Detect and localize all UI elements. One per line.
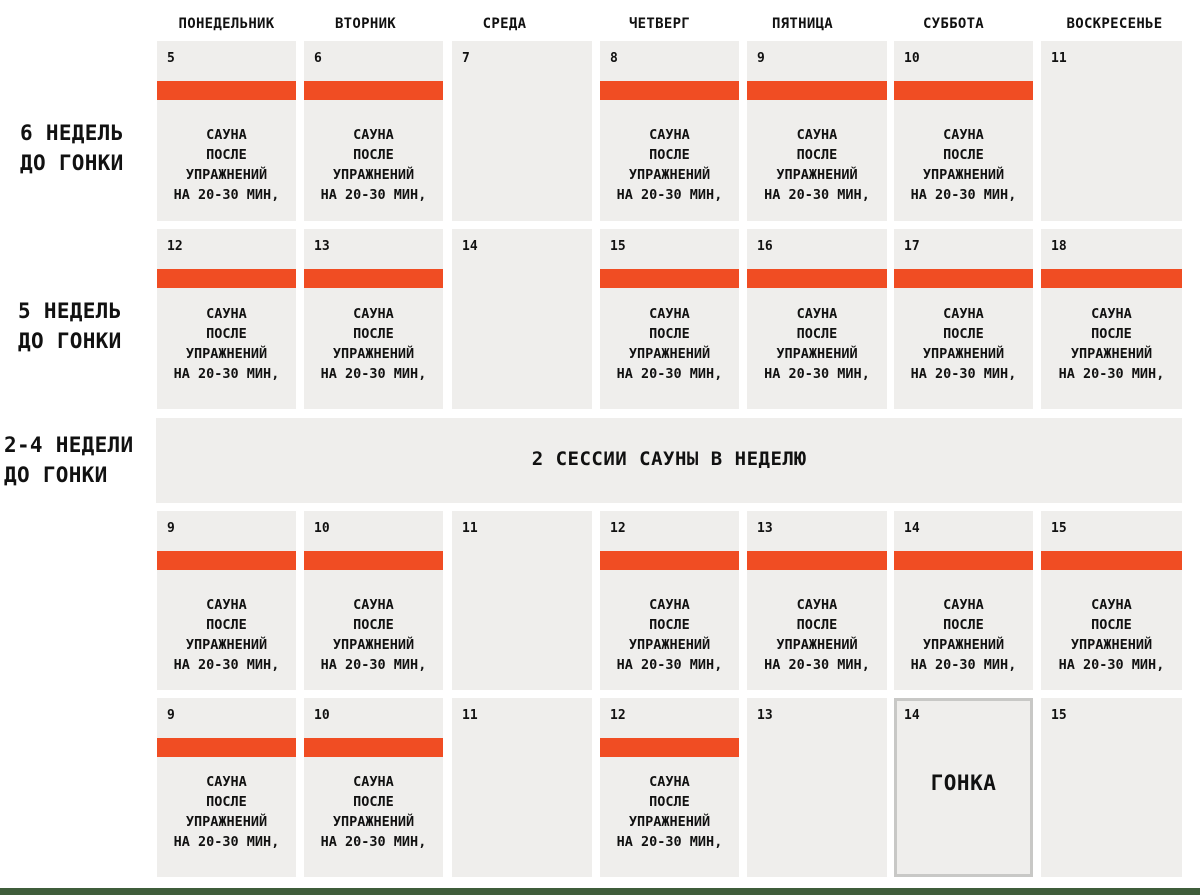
day-number: 10 [904, 51, 920, 66]
sauna-note-line: САУНА [649, 774, 690, 790]
sauna-note-line: САУНА [649, 127, 690, 143]
sauna-note-line: САУНА [353, 306, 394, 322]
day-cell [157, 41, 296, 221]
day-number: 8 [610, 51, 618, 66]
day-cell [452, 41, 592, 221]
day-header-monday: ПОНЕДЕЛЬНИК [178, 16, 275, 32]
sauna-note-line: ПОСЛЕ [943, 147, 984, 163]
sauna-day-bar [600, 551, 739, 570]
sauna-note-line: ПОСЛЕ [206, 794, 247, 810]
day-number: 9 [167, 708, 175, 723]
sauna-note [304, 595, 443, 675]
sauna-note-line: САУНА [649, 306, 690, 322]
day-cell [1041, 698, 1182, 877]
day-cell [1041, 41, 1182, 221]
day-cell [894, 229, 1033, 409]
day-cell [157, 229, 296, 409]
day-number: 10 [314, 521, 330, 536]
sauna-day-bar [157, 738, 296, 757]
sauna-note-line: НА 20-30 МИН, [173, 834, 280, 850]
sauna-note-line: ПОСЛЕ [796, 147, 838, 163]
day-number: 17 [904, 239, 920, 254]
sauna-note-line: ПОСЛЕ [353, 794, 394, 810]
sauna-note-line: УПРАЖНЕНИЙ [185, 346, 268, 362]
sauna-note-line: САУНА [353, 774, 394, 790]
sauna-day-bar [894, 81, 1033, 100]
sauna-note [304, 125, 443, 205]
week-label-2-4-weeks [4, 430, 160, 490]
sauna-note-line: САУНА [206, 774, 247, 790]
sauna-note-line: УПРАЖНЕНИЙ [922, 637, 1005, 653]
day-number: 15 [610, 239, 626, 254]
day-cell [600, 511, 739, 690]
day-number: 7 [462, 51, 470, 66]
sauna-note-line: НА 20-30 МИН, [616, 657, 723, 673]
sauna-note-line: НА 20-30 МИН, [320, 834, 427, 850]
sauna-note-line: УПРАЖНЕНИЙ [185, 637, 268, 653]
day-number: 12 [167, 239, 183, 254]
day-cell [600, 41, 739, 221]
sauna-note-line: УПРАЖНЕНИЙ [776, 637, 858, 653]
sauna-day-bar [894, 269, 1033, 288]
sauna-note [600, 772, 739, 852]
day-cell [1041, 229, 1182, 409]
sauna-note-line: УПРАЖНЕНИЙ [332, 637, 415, 653]
day-cell [304, 229, 443, 409]
day-number: 15 [1051, 708, 1067, 723]
sauna-note [747, 125, 887, 205]
sauna-note [304, 772, 443, 852]
sauna-note-line: НА 20-30 МИН, [910, 187, 1017, 203]
day-number: 13 [314, 239, 330, 254]
day-number: 11 [462, 521, 478, 536]
sauna-note-line: САУНА [649, 597, 690, 613]
day-cell [452, 229, 592, 409]
sauna-note-line: НА 20-30 МИН, [320, 657, 427, 673]
sauna-note-line: САУНА [943, 127, 984, 143]
sauna-day-bar [304, 551, 443, 570]
day-number: 12 [610, 521, 626, 536]
sauna-note-line: ПОСЛЕ [796, 326, 838, 342]
sauna-note-line: ПОСЛЕ [649, 794, 690, 810]
day-cell [157, 511, 296, 690]
race-day-cell [894, 698, 1033, 877]
sauna-note-line: ПОСЛЕ [943, 326, 984, 342]
sauna-note-line: УПРАЖНЕНИЙ [185, 167, 268, 183]
sauna-note-line: НА 20-30 МИН, [1058, 366, 1165, 382]
week-label-line: ДО ГОНКИ [4, 463, 108, 487]
day-number: 15 [1051, 521, 1067, 536]
week-label-line: ДО ГОНКИ [18, 329, 122, 353]
day-number: 18 [1051, 239, 1067, 254]
sauna-note-line: УПРАЖНЕНИЙ [185, 814, 268, 830]
sauna-note-line: НА 20-30 МИН, [764, 187, 870, 203]
day-number: 14 [904, 521, 920, 536]
sauna-note [600, 595, 739, 675]
sauna-note-line: САУНА [796, 306, 838, 322]
sauna-day-bar [747, 551, 887, 570]
day-cell [747, 511, 887, 690]
sauna-day-bar [157, 551, 296, 570]
sauna-note-line: САУНА [943, 306, 984, 322]
sauna-note-line: НА 20-30 МИН, [764, 657, 870, 673]
week-label-line: 2-4 НЕДЕЛИ [4, 433, 134, 457]
day-header-sunday: ВОСКРЕСЕНЬЕ [1066, 16, 1163, 32]
sauna-day-bar [600, 269, 739, 288]
sauna-note-line: УПРАЖНЕНИЙ [628, 167, 711, 183]
sauna-note-line: НА 20-30 МИН, [616, 187, 723, 203]
day-cell [894, 511, 1033, 690]
day-number: 12 [610, 708, 626, 723]
sauna-note-line: ПОСЛЕ [353, 617, 394, 633]
sauna-day-bar [304, 81, 443, 100]
bottom-strip [0, 888, 1200, 895]
sauna-day-bar [304, 269, 443, 288]
sauna-note-line: УПРАЖНЕНИЙ [332, 346, 415, 362]
sauna-note [600, 304, 739, 384]
day-cell [747, 41, 887, 221]
sauna-day-bar [600, 81, 739, 100]
sauna-note [747, 304, 887, 384]
sauna-note-line: НА 20-30 МИН, [616, 834, 723, 850]
day-cell [894, 41, 1033, 221]
sauna-note-line: ПОСЛЕ [353, 147, 394, 163]
sauna-note [600, 125, 739, 205]
sauna-note-line: НА 20-30 МИН, [1058, 657, 1165, 673]
sauna-note-line: УПРАЖНЕНИЙ [922, 167, 1005, 183]
day-number: 16 [757, 239, 773, 254]
sauna-note-line: ПОСЛЕ [649, 147, 690, 163]
sauna-note-line: САУНА [206, 127, 247, 143]
sauna-note-line: НА 20-30 МИН, [173, 657, 280, 673]
sauna-note-line: ПОСЛЕ [206, 326, 247, 342]
sauna-note [304, 304, 443, 384]
sauna-note-line: ПОСЛЕ [206, 617, 247, 633]
day-number: 9 [757, 51, 765, 66]
day-cell [600, 698, 739, 877]
sauna-note-line: САУНА [1091, 306, 1132, 322]
sauna-note-line: ПОСЛЕ [1091, 617, 1132, 633]
sauna-note [1041, 304, 1182, 384]
sauna-day-bar [1041, 551, 1182, 570]
day-cell [452, 698, 592, 877]
sauna-note [894, 125, 1033, 205]
sauna-day-bar [600, 738, 739, 757]
sauna-note-line: ПОСЛЕ [353, 326, 394, 342]
day-header-saturday: СУББОТА [922, 16, 985, 32]
sauna-note-line: НА 20-30 МИН, [320, 187, 427, 203]
sauna-note-line: ПОСЛЕ [649, 617, 690, 633]
day-cell [157, 698, 296, 877]
day-number: 6 [314, 51, 322, 66]
day-header-tuesday: ВТОРНИК [334, 16, 397, 32]
sauna-note-line: ПОСЛЕ [796, 617, 838, 633]
day-number: 9 [167, 521, 175, 536]
sauna-note-line: ПОСЛЕ [649, 326, 690, 342]
sauna-note-line: САУНА [206, 306, 247, 322]
day-cell [747, 698, 887, 877]
sauna-note-line: УПРАЖНЕНИЙ [922, 346, 1005, 362]
race-label: ГОНКА [930, 771, 997, 795]
day-cell [747, 229, 887, 409]
sauna-note [157, 304, 296, 384]
sauna-note-line: НА 20-30 МИН, [910, 366, 1017, 382]
sauna-day-bar [894, 551, 1033, 570]
sauna-note-line: НА 20-30 МИН, [320, 366, 427, 382]
sauna-note-line: ПОСЛЕ [943, 617, 984, 633]
sauna-note-line: САУНА [796, 127, 838, 143]
sauna-note-line: ПОСЛЕ [1091, 326, 1132, 342]
day-number: 13 [757, 521, 773, 536]
day-header-friday: ПЯТНИЦА [771, 16, 834, 32]
sauna-note-line: УПРАЖНЕНИЙ [628, 346, 711, 362]
day-number: 14 [462, 239, 478, 254]
sauna-note-line: САУНА [353, 597, 394, 613]
sauna-note-line: УПРАЖНЕНИЙ [628, 637, 711, 653]
sauna-note [157, 595, 296, 675]
day-number: 14 [904, 708, 920, 723]
sauna-day-bar [304, 738, 443, 757]
sauna-day-bar [157, 269, 296, 288]
day-cell [304, 511, 443, 690]
sauna-note-line: НА 20-30 МИН, [764, 366, 870, 382]
sauna-day-bar [747, 269, 887, 288]
week-label-line: 5 НЕДЕЛЬ [18, 299, 122, 323]
day-number: 11 [1051, 51, 1067, 66]
sauna-note-line: УПРАЖНЕНИЙ [776, 346, 858, 362]
week-label-6-weeks [20, 118, 176, 178]
sauna-note-line: НА 20-30 МИН, [910, 657, 1017, 673]
week-label-line: ДО ГОНКИ [20, 151, 124, 175]
sauna-note-line: САУНА [353, 127, 394, 143]
day-number: 10 [314, 708, 330, 723]
day-header-wednesday: СРЕДА [482, 16, 527, 32]
sauna-note [894, 304, 1033, 384]
day-cell [304, 698, 443, 877]
sauna-note-line: САУНА [943, 597, 984, 613]
sauna-note [1041, 595, 1182, 675]
day-number: 5 [167, 51, 175, 66]
sauna-note-line: САУНА [796, 597, 838, 613]
week-label-line: 6 НЕДЕЛЬ [20, 121, 124, 145]
day-cell [452, 511, 592, 690]
week-label-5-weeks [18, 296, 174, 356]
sauna-day-bar [157, 81, 296, 100]
day-cell [1041, 511, 1182, 690]
sauna-note [157, 772, 296, 852]
sauna-note [894, 595, 1033, 675]
sauna-note-line: УПРАЖНЕНИЙ [1070, 346, 1153, 362]
sauna-note-line: УПРАЖНЕНИЙ [776, 167, 858, 183]
sauna-note [747, 595, 887, 675]
sauna-note-line: УПРАЖНЕНИЙ [1070, 637, 1153, 653]
sauna-note-line: УПРАЖНЕНИЙ [332, 167, 415, 183]
day-number: 11 [462, 708, 478, 723]
day-header-thursday: ЧЕТВЕРГ [628, 16, 691, 32]
day-number: 13 [757, 708, 773, 723]
sauna-day-bar [1041, 269, 1182, 288]
day-cell [600, 229, 739, 409]
sauna-note-line: УПРАЖНЕНИЙ [332, 814, 415, 830]
day-cell [304, 41, 443, 221]
sauna-day-bar [747, 81, 887, 100]
banner-text: 2 СЕССИИ САУНЫ В НЕДЕЛЮ [531, 448, 807, 470]
sauna-note-line: НА 20-30 МИН, [173, 366, 280, 382]
sauna-note-line: НА 20-30 МИН, [173, 187, 280, 203]
sauna-note-line: НА 20-30 МИН, [616, 366, 723, 382]
sauna-note-line: САУНА [206, 597, 247, 613]
sauna-note-line: УПРАЖНЕНИЙ [628, 814, 711, 830]
sauna-note [157, 125, 296, 205]
sauna-note-line: ПОСЛЕ [206, 147, 247, 163]
sauna-note-line: САУНА [1091, 597, 1132, 613]
sauna-sessions-banner [156, 418, 1182, 503]
